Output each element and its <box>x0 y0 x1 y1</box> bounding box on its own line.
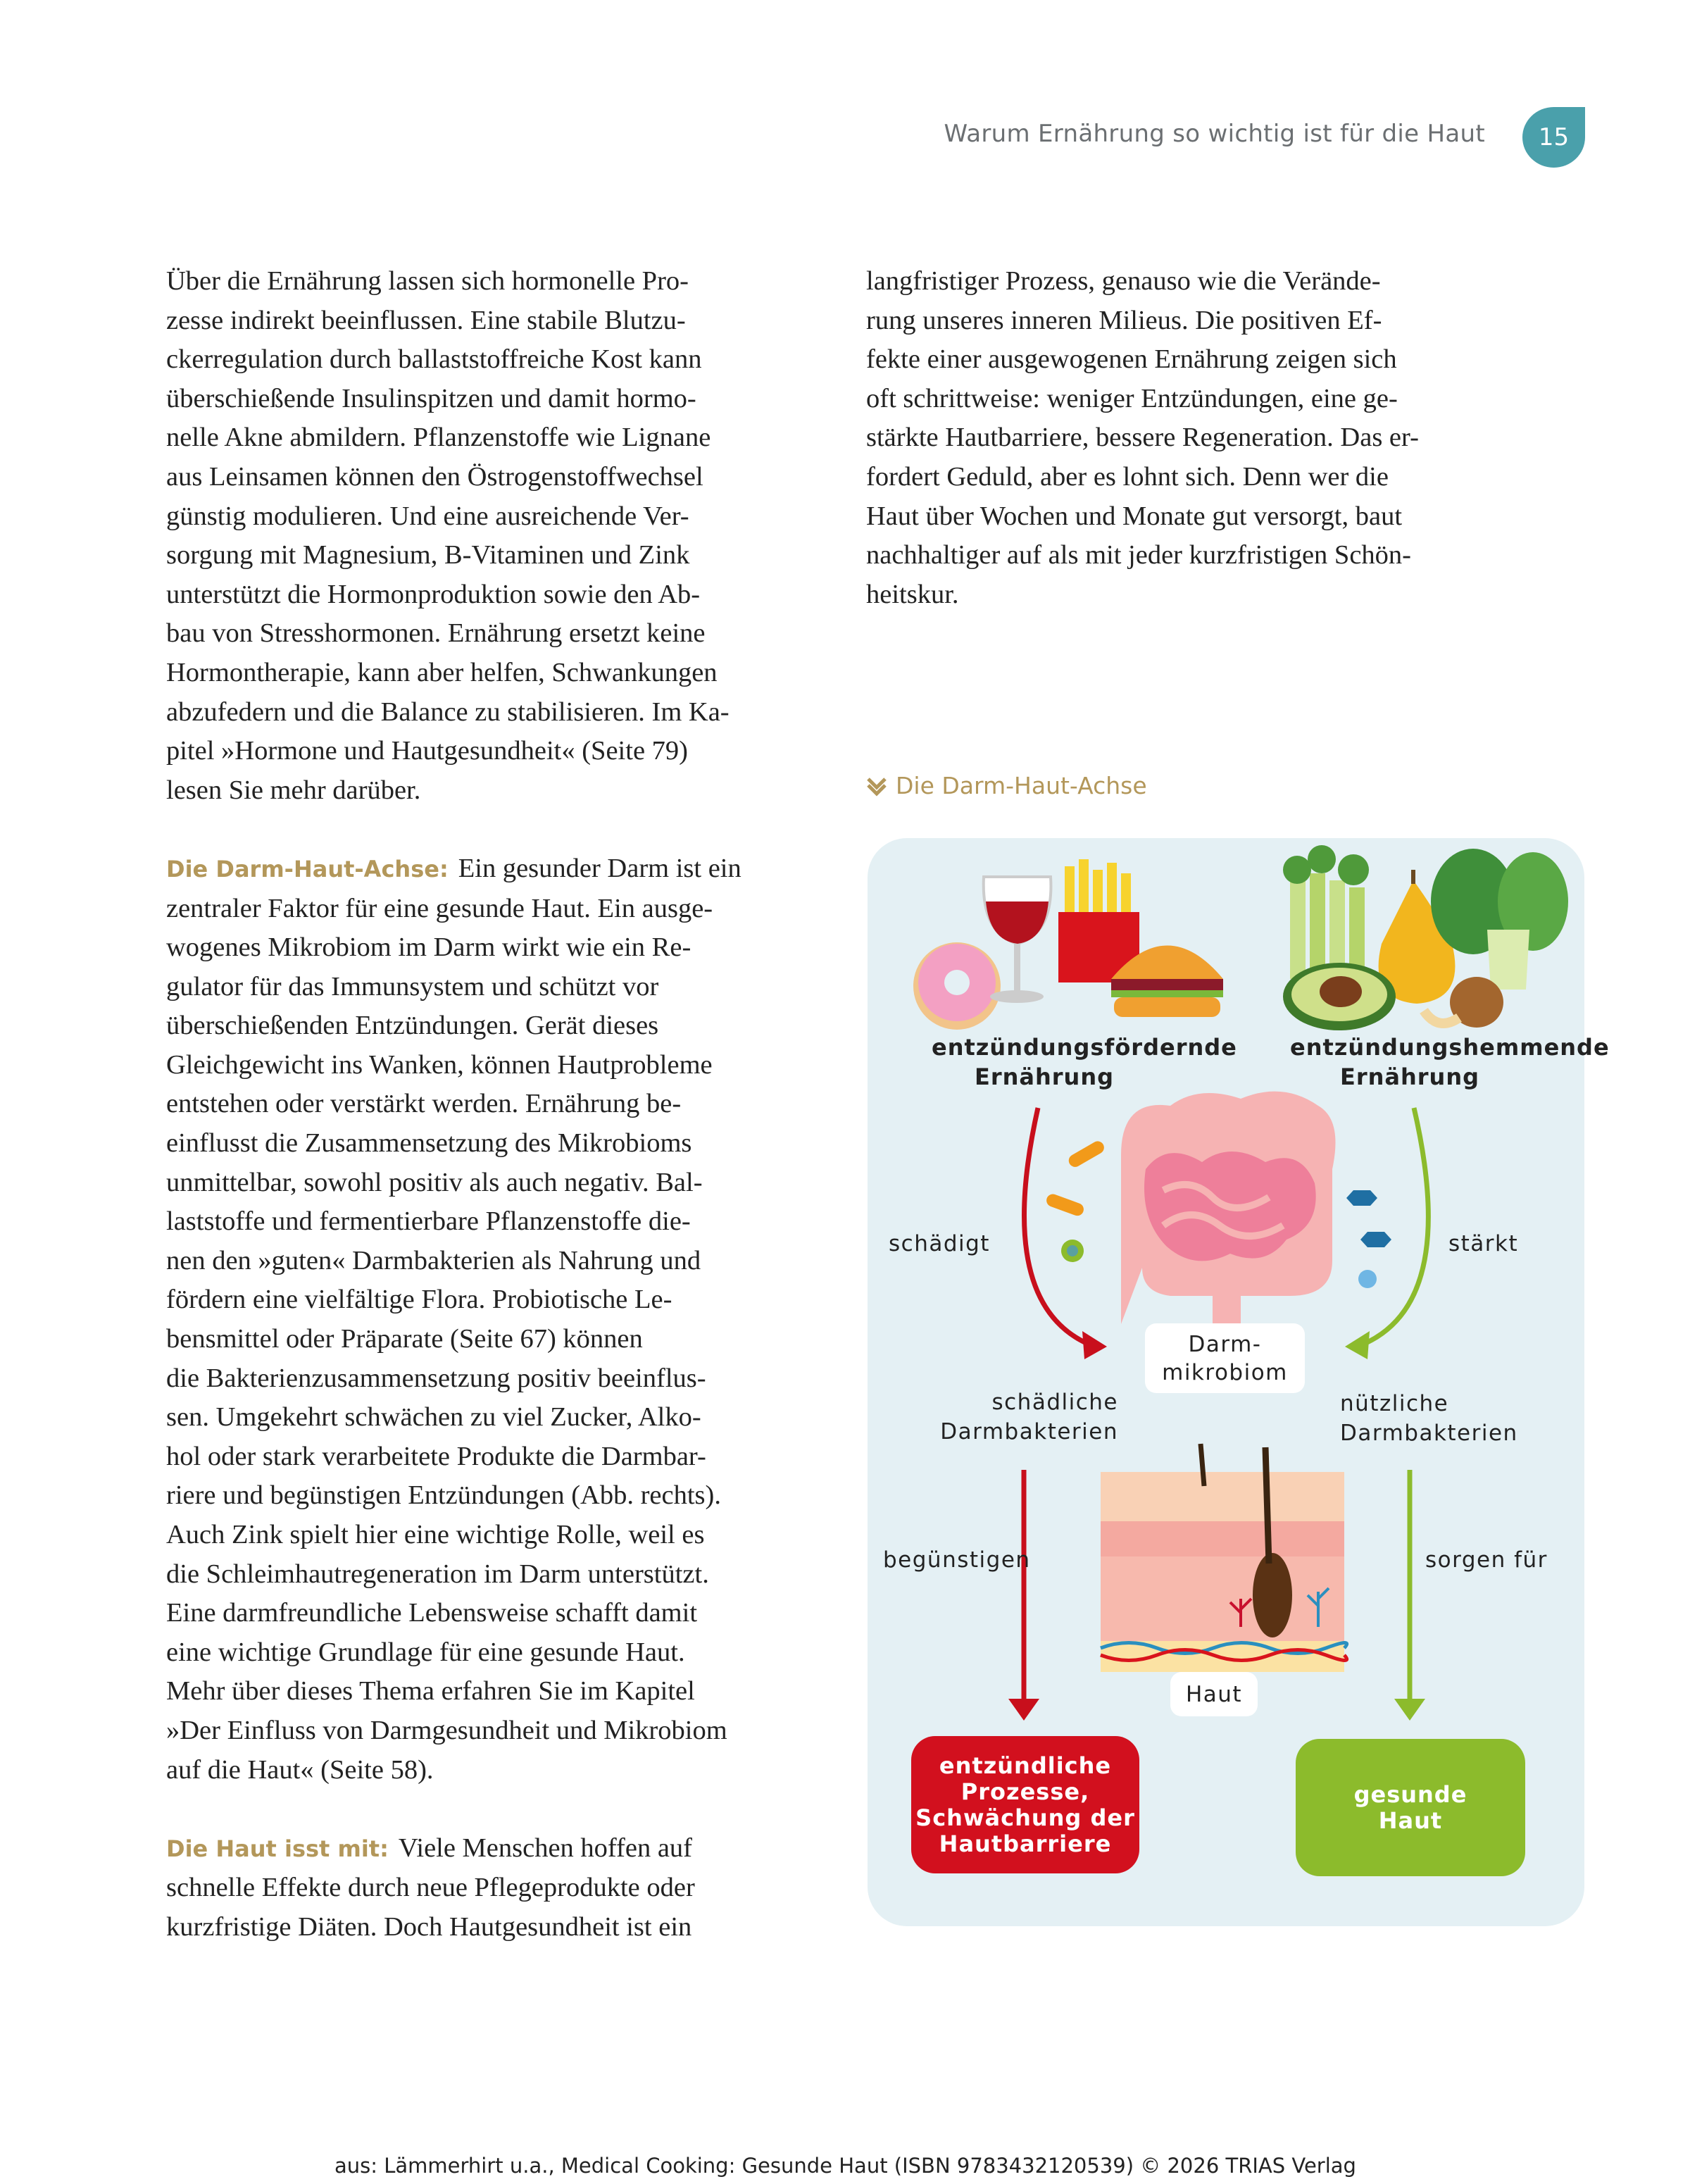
text-line-content: bensmittel oder Präparate (Seite 67) können <box>166 1324 643 1354</box>
paragraph <box>166 262 741 810</box>
promote-arrow <box>1008 1470 1039 1721</box>
text-line: nachhaltiger auf als mit jeder kurzfristigen Schön- <box>866 540 1412 570</box>
label-line: entzündliche <box>939 1752 1112 1779</box>
gut-skin-axis-figure <box>868 838 1610 1926</box>
text-line-content: aus Leinsamen können den Östrogenstoffwechsel <box>166 461 703 492</box>
text-line-content: »Der Einfluss von Darmgesundheit und Mikrobiom <box>166 1715 727 1745</box>
text-line <box>166 1046 741 1085</box>
text-line: oft schrittweise: weniger Entzündungen, eine ge- <box>866 383 1398 413</box>
text-line <box>166 1320 741 1359</box>
text-line <box>166 1829 741 1869</box>
text-line-content: nen den »guten« Darmbakterien als Nahrung und <box>166 1245 701 1275</box>
label-line: gesunde <box>1353 1780 1467 1808</box>
text-line-content: Gleichgewicht ins Wanken, können Hautprobleme <box>166 1049 713 1080</box>
text-line <box>166 1751 741 1790</box>
text-line-content: nelle Akne abmildern. Pflanzenstoffe wie Lignane <box>166 423 711 453</box>
celery-icon <box>1283 845 1369 979</box>
left-column <box>166 262 741 1947</box>
harmful-bacteria-label <box>940 1387 1118 1447</box>
microbiome-label <box>1145 1323 1305 1393</box>
text-line-content: eine wichtige Grundlage für eine gesunde Haut. <box>166 1637 685 1667</box>
text-line-content: die Bakterienzusammensetzung positiv beeinflus- <box>166 1363 706 1393</box>
text-line <box>166 654 741 693</box>
label-line: Darm- <box>1188 1331 1262 1357</box>
text-line <box>166 1711 741 1751</box>
good-outcome-box <box>1296 1739 1525 1876</box>
text-line: rung unseres inneren Milieus. Die positiven Ef- <box>866 305 1382 335</box>
text-line <box>166 575 741 615</box>
text-line-content: unterstützt die Hormonproduktion sowie den Ab- <box>166 579 701 609</box>
paragraph-label: Die Haut isst mit: <box>166 1835 389 1862</box>
skin-cross-section-illustration <box>1101 1444 1347 1672</box>
text-line-content: laststoffe und fermentierbare Pflanzenstoffe die- <box>166 1206 691 1237</box>
text-line <box>166 890 741 929</box>
label-line: Darmbakterien <box>940 1419 1118 1444</box>
text-line <box>166 1594 741 1633</box>
text-line <box>166 380 741 419</box>
text-line <box>166 497 741 537</box>
chevron-down-icon <box>866 775 887 797</box>
text-line-content: zentraler Faktor für eine gesunde Haut. Ein ausge- <box>166 893 713 923</box>
promote-label: begünstigen <box>883 1547 1031 1573</box>
label-line: entzündungshemmende <box>1290 1034 1610 1061</box>
damages-label: schädigt <box>889 1231 990 1256</box>
label-line: Schwächung der <box>915 1804 1135 1831</box>
text-line <box>166 1672 741 1711</box>
beneficial-bacteria-icons <box>1346 1190 1391 1288</box>
text-line-content: Mehr über dieses Thema erfahren Sie im Kapitel <box>166 1676 695 1706</box>
text-line-content: Hormontherapie, kann aber helfen, Schwankungen <box>166 657 718 687</box>
text-line <box>166 1006 741 1046</box>
label-line: nützliche <box>1340 1391 1449 1416</box>
text-line: stärkte Hautbarriere, bessere Regeneration. Das er- <box>866 423 1419 453</box>
text-line-content: Viele Menschen hoffen auf <box>398 1833 692 1863</box>
text-line <box>166 1124 741 1163</box>
text-line-content: schnelle Effekte durch neue Pflegeprodukte oder <box>166 1873 695 1903</box>
harmful-bacteria-icons <box>1045 1139 1107 1262</box>
text-line <box>166 1202 741 1242</box>
running-title: Warum Ernährung so wichtig ist für die Haut <box>944 120 1485 148</box>
text-line-content: sen. Umgekehrt schwächen zu viel Zucker, Alko- <box>166 1402 701 1433</box>
text-line <box>166 1908 741 1947</box>
text-line-content: einflusst die Zusammensetzung des Mikrobioms <box>166 1128 692 1159</box>
skin-label: Haut <box>1170 1672 1258 1716</box>
paragraph <box>166 1829 741 1947</box>
text-line <box>166 418 741 458</box>
figure-caption <box>866 772 1147 799</box>
text-line-content: kurzfristige Diäten. Doch Hautgesundheit ist ein <box>166 1911 692 1942</box>
page-number-badge: 15 <box>1522 107 1585 168</box>
text-line <box>166 928 741 968</box>
text-line-content: hol oder stark verarbeitete Produkte die Darmbar- <box>166 1441 706 1471</box>
text-line <box>166 1398 741 1437</box>
provide-arrow <box>1394 1470 1425 1721</box>
text-line-content: Eine darmfreundliche Lebensweise schafft damit <box>166 1598 698 1628</box>
text-line-content: entstehen oder verstärkt werden. Ernährung be- <box>166 1089 682 1119</box>
text-line-content: abzufedern und die Balance zu stabilisieren. Im Ka- <box>166 697 730 727</box>
label-line: entzündungsfördernde <box>932 1034 1237 1061</box>
label-line: schädliche <box>991 1390 1118 1415</box>
intestine-illustration <box>1121 1092 1336 1324</box>
text-line-content: überschießenden Entzündungen. Gerät dieses <box>166 1011 659 1041</box>
text-line <box>166 1242 741 1281</box>
text-line <box>166 968 741 1007</box>
avocado-icon <box>1283 963 1396 1030</box>
text-line-content: günstig modulieren. Und eine ausreichende Ver- <box>166 501 689 531</box>
strengthens-arrow <box>1345 1108 1428 1359</box>
label-line: Ernährung <box>1339 1063 1480 1090</box>
text-line-content: unmittelbar, sowohl positiv als auch negativ. Bal- <box>166 1167 703 1197</box>
paragraph <box>166 849 741 1790</box>
donut-icon <box>913 942 1001 1030</box>
text-line <box>166 1437 741 1477</box>
text-line <box>166 771 741 811</box>
label-line: Prozesse, <box>960 1778 1090 1805</box>
text-line <box>166 614 741 654</box>
label-line: Haut <box>1378 1807 1443 1834</box>
provide-label: sorgen für <box>1425 1547 1548 1573</box>
text-line <box>166 1476 741 1516</box>
label-line: Ernährung <box>974 1063 1115 1090</box>
text-line-content: ckerregulation durch ballaststoffreiche Kost kann <box>166 344 702 375</box>
text-line-content: pitel »Hormone und Hautgesundheit« (Seite 79) <box>166 736 688 766</box>
text-line <box>166 693 741 732</box>
text-line-content: auf die Haut« (Seite 58). <box>166 1754 434 1785</box>
text-line <box>166 458 741 497</box>
text-line <box>166 1516 741 1555</box>
text-line-content: wogenes Mikrobiom im Darm wirkt wie ein Re- <box>166 932 691 963</box>
text-line <box>166 1359 741 1399</box>
text-line <box>166 1163 741 1203</box>
bad-outcome-box <box>911 1736 1139 1873</box>
text-line-content: überschießende Insulinspitzen und damit hormo- <box>166 383 696 413</box>
label-line: mikrobiom <box>1162 1359 1288 1385</box>
text-line <box>166 262 741 301</box>
useful-bacteria-label <box>1340 1389 1518 1448</box>
text-line-content: fördern eine vielfältige Flora. Probiotische Le- <box>166 1285 672 1315</box>
pro-inflammatory-label <box>932 1032 1237 1092</box>
text-line <box>166 301 741 341</box>
anti-inflammatory-label <box>1290 1032 1610 1092</box>
text-line <box>166 1280 741 1320</box>
right-column <box>866 262 1419 614</box>
text-line <box>166 732 741 771</box>
text-line: Haut über Wochen und Monate gut versorgt, baut <box>866 501 1403 531</box>
text-line <box>166 1555 741 1595</box>
text-line-content: lesen Sie mehr darüber. <box>166 775 421 805</box>
text-line <box>166 1633 741 1673</box>
text-line: fekte einer ausgewogenen Ernährung zeigen sich <box>866 344 1397 375</box>
label-line: Hautbarriere <box>939 1830 1112 1857</box>
text-line-content: riere und begünstigen Entzündungen (Abb. rechts). <box>166 1480 721 1511</box>
text-line-content: sorgung mit Magnesium, B-Vitaminen und Zink <box>166 540 690 570</box>
text-line <box>166 340 741 380</box>
strengthens-label: stärkt <box>1448 1231 1519 1256</box>
paragraph-label: Die Darm-Haut-Achse: <box>166 855 449 882</box>
text-line <box>166 1085 741 1124</box>
text-line-content: bau von Stresshormonen. Ernährung ersetzt keine <box>166 618 706 649</box>
text-line: langfristiger Prozess, genauso wie die Verände- <box>866 266 1381 296</box>
text-line-content: gulator für das Immunsystem und schützt vor <box>166 971 659 1001</box>
label-line: Darmbakterien <box>1340 1421 1518 1446</box>
text-line-content: Auch Zink spielt hier eine wichtige Rolle, weil es <box>166 1520 705 1549</box>
text-line: heitskur. <box>866 579 959 609</box>
text-line-content: Über die Ernährung lassen sich hormonelle Pro- <box>166 266 689 296</box>
text-line <box>166 1868 741 1908</box>
text-line-content: Ein gesunder Darm ist ein <box>458 853 741 883</box>
figure-caption-text: Die Darm-Haut-Achse <box>896 772 1147 799</box>
text-line <box>166 849 741 890</box>
text-line: fordert Geduld, aber es lohnt sich. Denn wer die <box>866 461 1389 492</box>
text-line-content: die Schleimhautregeneration im Darm unterstützt. <box>166 1559 709 1589</box>
footer-citation: aus: Lämmerhirt u.a., Medical Cooking: Gesunde Haut (ISBN 9783432120539) © 2026 TRIAS Verlag <box>334 2154 1356 2178</box>
text-line <box>166 536 741 575</box>
text-line-content: zesse indirekt beeinflussen. Eine stabile Blutzu- <box>166 305 686 335</box>
